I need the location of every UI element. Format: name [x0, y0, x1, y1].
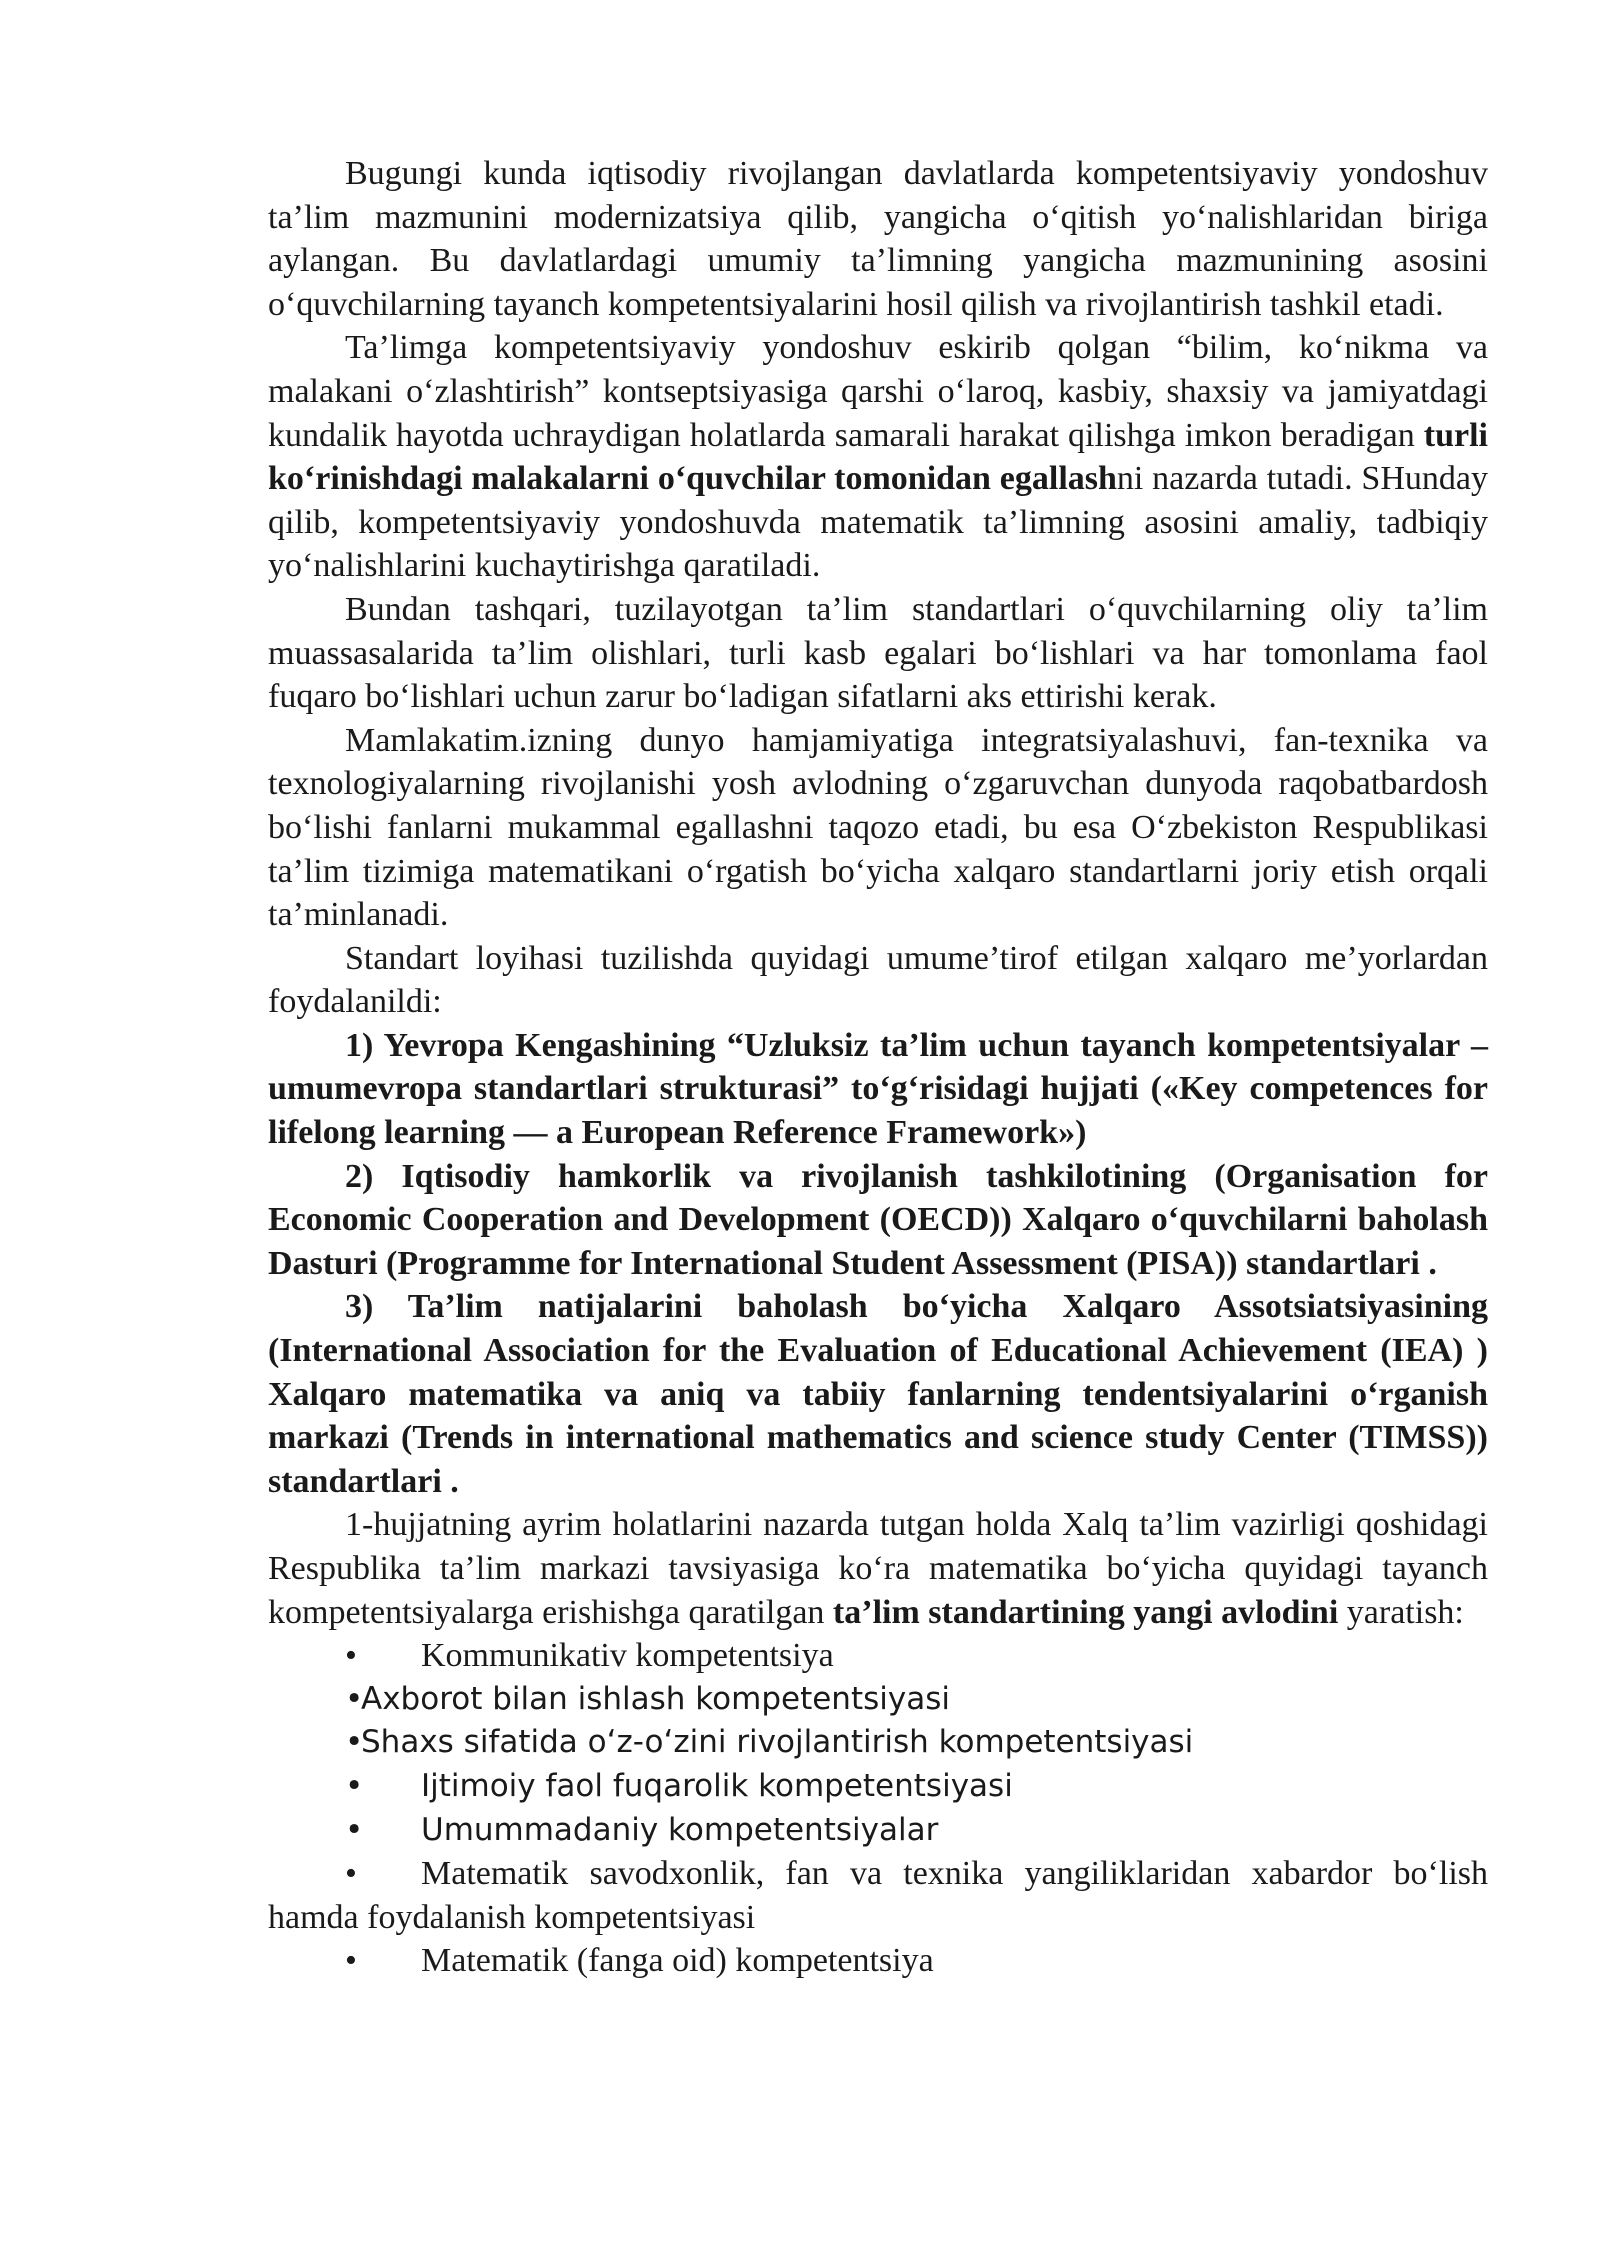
list-item	[268, 1809, 1488, 1853]
bullet-icon: •	[345, 1767, 364, 1804]
paragraph-standards: Bundan tashqari, tuzilayotgan ta’lim standartlari o‘quvchilarning oliy ta’lim muassasalarida ta’lim olishlari, turli kasb egalari bo‘lishlari va har tomonlama faol fuqaro bo‘lishlari uchun zarur bo‘ladigan sifatlarni aks ettirishi kerak.	[268, 590, 1488, 716]
bullet-icon: •	[345, 1724, 364, 1761]
numbered-item-2: 2) Iqtisodiy hamkorlik va rivojlanish tashkilotining (Organisation for Economic Cooperation and Development (OECD)) Xalqaro o‘quvchilarni baholash Dasturi (Programme for International Student Assessment (PISA)) standartlari .	[268, 1157, 1488, 1282]
bullet-icon: •	[345, 1811, 364, 1848]
numbered-item-3: 3) Ta’lim natijalarini baholash bo‘yicha Xalqaro Assotsiatsiyasining (International Association for the Evaluation of Educational Achievement (IEA) ) Xalqaro matematika va aniq va tabiiy fanlarning tendentsiyalarini o‘rganish markazi (Trends in international mathematics and science study Center (TIMSS)) standartlari .	[268, 1288, 1488, 1500]
paragraph-integration: Mamlakatim.izning dunyo hamjamiyatiga integratsiyalashuvi, fan-texnika va texnologiyalarning rivojlanishi yosh avlodning o‘zgaruvchan dunyoda raqobatbardosh bo‘lishi fanlarni mukammal egallashni taqozo etadi, bu esa O‘zbekiston Respublikasi ta’lim tizimiga matematikani o‘rgatish bo‘yicha xalqaro standartlarni joriy etish orqali ta’minlanadi.	[268, 721, 1488, 934]
list-item	[268, 1721, 1488, 1765]
bullet-icon: •	[345, 1680, 364, 1717]
paragraph-new-generation	[268, 1503, 1488, 1634]
paragraph-bold-text: ta’lim standartining yangi avlodini	[832, 1593, 1339, 1631]
list-item	[268, 1852, 1488, 1939]
list-item-text: Shaxs sifatida o‘z-o‘zini rivojlantirish kompetentsiyasi	[361, 1724, 1194, 1761]
list-item	[268, 1939, 1488, 1983]
list-item-text: Kommunikativ kompetentsiya	[421, 1637, 834, 1675]
bullet-icon: •	[345, 1637, 357, 1675]
list-item	[268, 1634, 1488, 1678]
paragraph-text: ni nazarda tutadi. SHunday qilib, kompetentsiyaviy yondoshuvda matematik ta’limning asosini amaliy, tadbiqiy yo‘nalishlarini kuchaytirishga qaratiladi.	[268, 460, 1488, 585]
paragraph-text: Ta’limga kompetentsiyaviy yondoshuv eskirib qolgan “bilim, ko‘nikma va malakani o‘zlashtirish” kontseptsiyasiga qarshi o‘laroq, kasbiy, shaxsiy va jamiyatdagi kundalik hayotda uchraydigan holatlarda samarali harakat qilishga imkon beradigan	[268, 329, 1488, 454]
list-item-text: Umummadaniy kompetentsiyalar	[421, 1811, 939, 1848]
paragraph-text: yaratish:	[1338, 1593, 1464, 1631]
list-item	[268, 1765, 1488, 1809]
list-item-text: Matematik (fanga oid) kompetentsiya	[421, 1942, 934, 1980]
paragraph-competency-approach	[268, 326, 1488, 588]
bullet-icon: •	[345, 1942, 357, 1980]
paragraph-text: 1-hujjatning ayrim holatlarini nazarda tutgan holda Xalq ta’lim vazirligi qoshidagi Respublika ta’lim markazi tavsiyasiga ko‘ra matematika bo‘yicha quyidagi tayanch kompetentsiyalarga erishishga qaratilgan	[268, 1506, 1488, 1631]
list-item	[268, 1678, 1488, 1722]
numbered-item-1: 1) Yevropa Kengashining “Uzluksiz ta’lim uchun tayanch kompetentsiyalar – umumevropa standartlari strukturasi” to‘g‘risidagi hujjati («Key competences for lifelong learning — a European Reference Framework»)	[268, 1026, 1488, 1152]
document-page	[268, 152, 1488, 1983]
bullet-icon: •	[345, 1855, 357, 1893]
list-item-text: Axborot bilan ishlash kompetentsiyasi	[361, 1680, 950, 1717]
competency-list	[268, 1634, 1488, 1983]
paragraph-intro: Bugungi kunda iqtisodiy rivojlangan davlatlarda kompetentsiyaviy yondoshuv ta’lim mazmunini modernizatsiya qilib, yangicha o‘qitish yo‘nalishlaridan biriga aylangan. Bu davlatlardagi umumiy ta’limning yangicha mazmunining asosini o‘quvchilarning tayanch kompetentsiyalarini hosil qilish va rivojlantirish tashkil etadi.	[268, 155, 1488, 323]
list-item-text: Matematik savodxonlik, fan va texnika yangiliklaridan xabardor bo‘lish hamda foydalanish kompetentsiyasi	[268, 1855, 1488, 1936]
paragraph-bold-text: turli ko‘rinishdagi malakalarni o‘quvchilar tomonidan egallash	[268, 416, 1488, 498]
paragraph-sources-intro: Standart loyihasi tuzilishda quyidagi umume’tirof etilgan xalqaro me’yorlardan foydalanildi:	[268, 939, 1488, 1021]
list-item-text: Ijtimoiy faol fuqarolik kompetentsiyasi	[421, 1767, 1013, 1804]
